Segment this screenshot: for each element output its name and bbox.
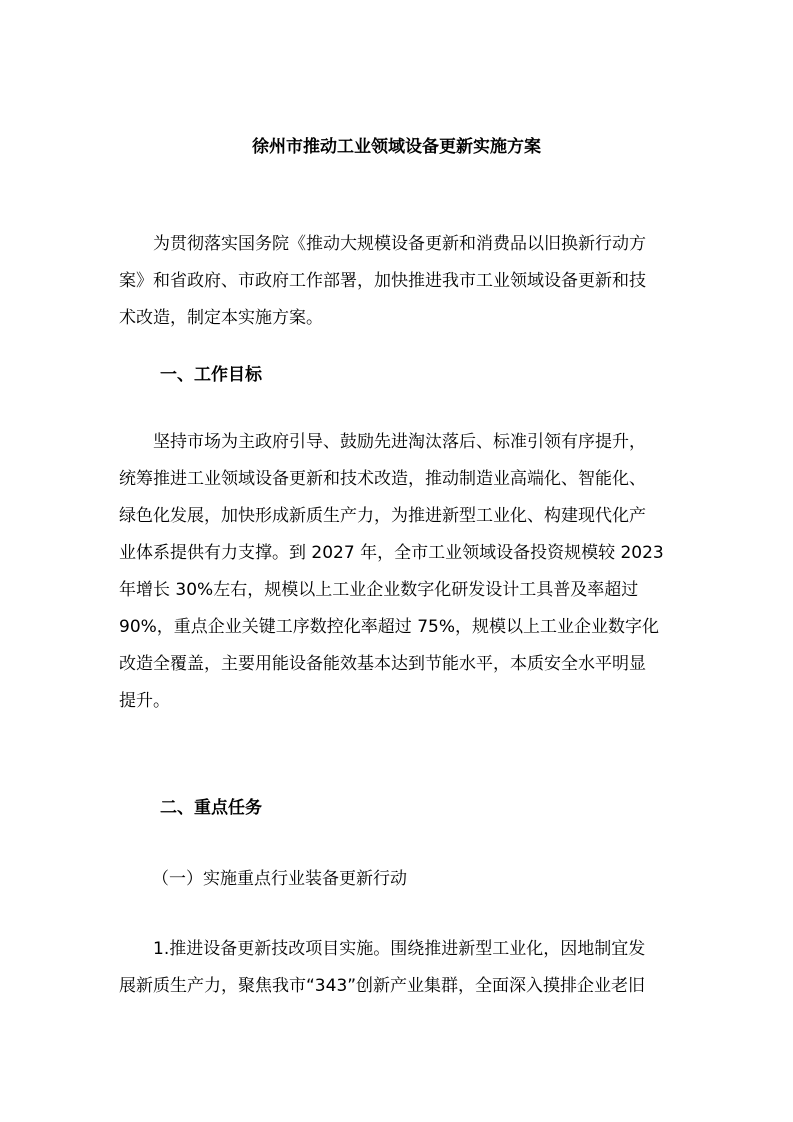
paragraph-line: 业体系提供有力支撑。到 2027 年，全市工业领域设备投资规模较 2023	[119, 543, 664, 563]
paragraph-line: 展新质生产力，聚焦我市“343”创新产业集群，全面深入摸排企业老旧	[119, 976, 646, 996]
paragraph-line: 绿色化发展，加快形成新质生产力，为推进新型工业化、构建现代化产	[119, 506, 646, 526]
goals-paragraph	[119, 424, 675, 720]
paragraph-line: 术改造，制定本实施方案。	[119, 308, 323, 328]
paragraph-line: 统筹推进工业领域设备更新和技术改造，推动制造业高端化、智能化、	[119, 469, 646, 489]
tasks-paragraph	[119, 931, 675, 1005]
section-heading-tasks: 二、重点任务	[160, 798, 262, 818]
subsection-heading: （一）实施重点行业装备更新行动	[152, 869, 407, 889]
paragraph-line: 案》和省政府、市政府工作部署，加快推进我市工业领域设备更新和技	[119, 271, 646, 291]
intro-paragraph	[119, 226, 675, 337]
paragraph-line: 90%，重点企业关键工序数控化率超过 75%，规模以上工业企业数字化	[119, 617, 659, 637]
paragraph-line: 为贯彻落实国务院《推动大规模设备更新和消费品以旧换新行动方	[153, 234, 646, 254]
paragraph-line: 年增长 30%左右，规模以上工业企业数字化研发设计工具普及率超过	[119, 580, 639, 600]
paragraph-line: 1.推进设备更新技改项目实施。围绕推进新型工业化，因地制宜发	[153, 939, 646, 959]
document-title: 徐州市推动工业领域设备更新实施方案	[252, 137, 541, 157]
paragraph-line: 提升。	[119, 691, 170, 711]
paragraph-line: 改造全覆盖，主要用能设备能效基本达到节能水平，本质安全水平明显	[119, 654, 646, 674]
section-heading-goals: 一、工作目标	[160, 365, 262, 385]
paragraph-line: 坚持市场为主政府引导、鼓励先进淘汰落后、标准引领有序提升，	[153, 432, 646, 452]
